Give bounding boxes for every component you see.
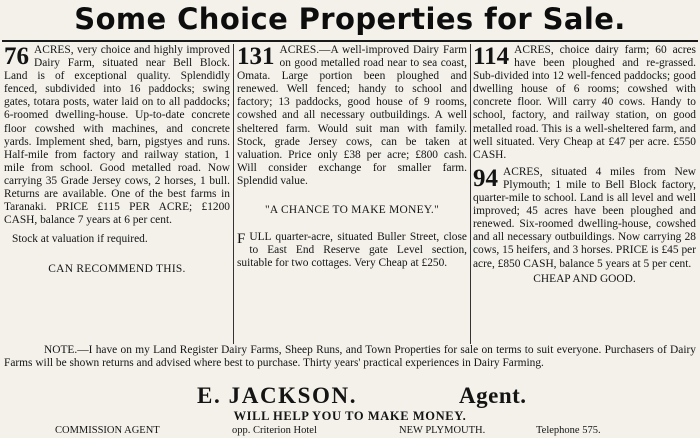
listing-description: ACRES, choice dairy farm; 60 acres have been ploughed and re-grassed. Sub-divided into 12 well-fenced paddocks; good dwelling house of 6 rooms; cowshed with concrete floor. Will carry 40 cows. Handy to school, factory, and railway station, on good metalled road. This is a well-sheltered farm, and well situated. Very Cheap at £47 per acre. £550 CASH. xyxy=(473,44,696,161)
listing-description: ACRES, situated 4 miles from New Plymouth; 1 mile to Bell Block factory, quarter-mile to school. Land is all level and well improved; 45 acres have been ploughed and renewed. Six-roomed dwelling-house, cowshed and all necessary outbuildings. Now carrying 28 cows, 15 heifers, and 3 horses. PRICE is £45 per acre, £850 CASH, balance 5 years at 5 per cent. xyxy=(473,165,696,270)
stock-note: Stock at valuation if required. xyxy=(12,233,148,246)
headline: Some Choice Properties for Sale. xyxy=(74,2,626,36)
drop-letter: F xyxy=(237,231,246,248)
listing-number: 76 xyxy=(4,43,29,70)
listing-description: ULL quarter-acre, situated Buller Street, close to East End Reserve gate Level section, suitable for two cottages. Very Cheap at £250. xyxy=(237,231,467,270)
listing-description: ACRES.—A well-improved Dairy Farm on good metalled road near to sea coast, Omata. Large portion been ploughed and renewed. Well fenced; handy to school and factory; 13 paddocks, good house of 9 rooms, cowshed and all necessary outbuildings. A well sheltered farm. Would suit man with family. Stock, grade Jersey cows, can be taken at valuation. Price only £38 per acre; £800 cash. Will consider exchange for smaller farm. Splendid value. xyxy=(237,44,467,187)
footer xyxy=(0,424,700,437)
listing-quarter-acre xyxy=(237,231,467,270)
agent-title: Agent. xyxy=(459,383,527,408)
closing-note: CHEAP AND GOOD. xyxy=(533,272,636,285)
footer-telephone: Telephone 575. xyxy=(536,425,601,436)
footer-role: COMMISSION AGENT xyxy=(55,425,160,436)
listing-114-acres xyxy=(473,44,696,162)
listing-number: 94 xyxy=(473,164,498,192)
listing-column-1 xyxy=(4,44,230,277)
slogan: WILL HELP YOU TO MAKE MONEY. xyxy=(233,409,467,423)
listing-76-acres xyxy=(4,44,230,227)
listing-number: 114 xyxy=(473,43,510,70)
column-divider-2 xyxy=(470,44,471,344)
footer-location: opp. Criterion Hotel xyxy=(232,425,317,436)
listing-column-2 xyxy=(237,44,467,270)
headline-rule xyxy=(2,40,698,42)
footer-town: NEW PLYMOUTH. xyxy=(399,425,486,436)
listing-description: ACRES, very choice and highly improved Dairy Farm, situated near Bell Block. Land is of exceptional quality. Splendidly fenced, subdivided into 16 paddocks; swing gates, totara posts, water laid on to all paddocks; 6-roomed dwelling-house. Up-to-date concrete floor cowshed with machines, and concrete yards. Implement shed, barn, pigstyes and runs. Half-mile from factory and railway station, 1 mile from school. Good metalled road. Now carrying 35 Grade Jersey cows, 2 horses, 1 bull. Returns are available. One of the best farms in Taranaki. PRICE £115 PER ACRE; £1200 CASH, balance 7 years at 6 per cent. xyxy=(4,44,230,227)
listing-131-acres xyxy=(237,44,467,188)
listing-column-3 xyxy=(473,44,696,286)
listing-94-acres xyxy=(473,166,696,271)
listing-number: 131 xyxy=(237,43,275,70)
agent-name: E. JACKSON. xyxy=(197,383,358,408)
recommend-note: CAN RECOMMEND THIS. xyxy=(48,263,186,276)
register-note: NOTE.—I have on my Land Register Dairy Farms, Sheep Runs, and Town Properties for sale on terms to suit everyone. Purchasers of Dairy Farms will be shown returns and advised where best to purchase. Thirty years' practical experiences in Dairy Farming. xyxy=(4,344,696,370)
column-divider-1 xyxy=(233,44,234,344)
chance-heading: "A CHANCE TO MAKE MONEY." xyxy=(264,204,440,217)
